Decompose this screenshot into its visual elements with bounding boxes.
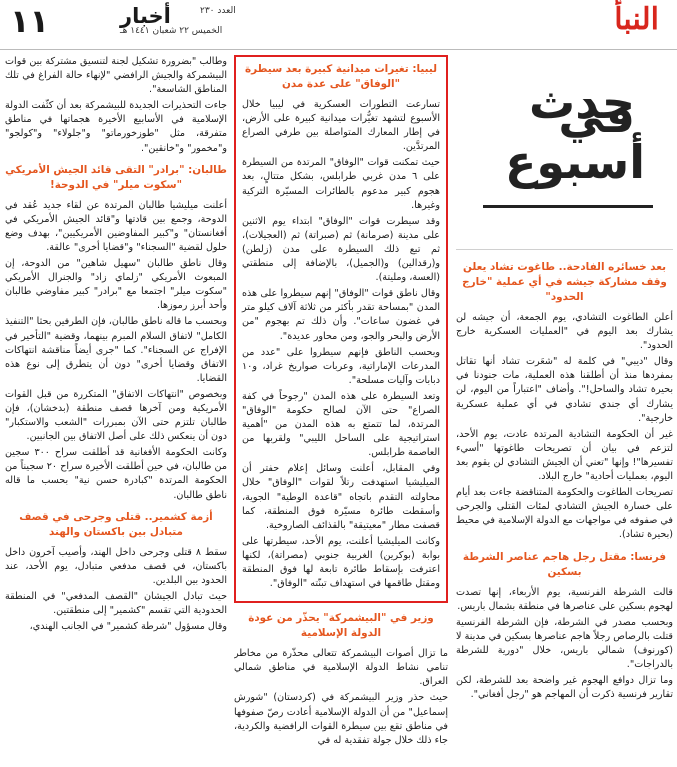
article-paragraph: وقال "ديبي" في كلمة له "شعَرت تشاد أنها تقاتل بمفردها منذ أن أطلقنا هذه العملية، مات جنودنا في بحيرة تشاد والساحل!". وأضاف "اعتباراً من اليوم، لن يشارك أي جندي تشادي في أي عملية عسكرية خارجية". (456, 356, 673, 424)
article-paragraph: وقال ناطق طالبان "سهيل شاهين" من الدوحة، إن المبعوث الأمريكي "زلماي زاد" والجنرال الأمريكي "سكوت ميلر" اجتمعا مع "برادر" كبير مفاوضي طالبان وأحد أبرز رموزها. (5, 258, 227, 312)
article-paragraph: وفي المقابل، أعلنت وسائل إعلام حفتر أن الميليشيا استهدفت رتلاً لقوات "الوفاق" خلال محاولته التقدم باتجاه "قاعدة الوطية" الجوية، وأسقطت طائرة مسيّرة فوق المنطقة، كما قصفت مطار "معيتيقة" بالقذائف الصاروخية. (242, 463, 440, 531)
article-paragraph: وقد سيطرت قوات "الوفاق" ابتداء يوم الاثنين على مدينة (صرمانة) ثم (صبراتة) ثم (العجيلات)، ثم تبع ذلك السيطرة على مدن (زلطن) و(رقدالين) و(الجميل)، بالإضافة إلى منطقتي (العسة، ومليتة). (242, 215, 440, 284)
article-paragraph: حيث تمكنت قوات "الوفاق" المرتدة من السيطرة على ٦ مدن غربي طرابلس، بشكل متتالٍ، بعد هجوم كبير مدعوم بالطائرات المسيّرة التركية وغيرها. (242, 157, 440, 211)
article-paragraph: أعلن الطاغوت التشادي، يوم الجمعة، أن جيشه لن يشارك بعد اليوم في "العمليات العسكرية خارج الحدود". (456, 312, 673, 352)
page-number: ١١ (10, 2, 50, 40)
hero-title-line1: حدث في (529, 75, 635, 144)
section-title: أخبار (120, 4, 171, 28)
article-headline: ليبيا: تغيرات ميدانية كبيرة بعد سيطرة "الوفاق" على عدة مدن (245, 63, 437, 90)
hero-banner (456, 55, 673, 250)
newspaper-logo: النبأ (614, 2, 659, 37)
article-paragraph: وبحسب ما قاله ناطق طالبان، فإن الطرفين بحثا "التنفيذ الكامل" لاتفاق السلام المبرم بينهما، وقضية "التأخير في الإفراج عن السجناء". كما "جرى أيضاً مناقشة انتهاكات الاتفاق وقضايا أخرى" دون أن يتطرق إلى نوع هذه القضايا. (5, 316, 227, 384)
article-paragraph: وكانت الحكومة الأفغانية قد أطلقت سراح ٣٠٠ سجين من طالبان، في حين أطلقت الأخيرة سراح ٢٠ سجيناً من الحكومة المرتدة "كبادرة حسن نية" بحسب ما قاله ناطق طالبان. (5, 447, 227, 501)
article-paragraph: وقال ناطق قوات "الوفاق" إنهم سيطروا على هذه المدن "بمساحة تقدر بأكثر من ثلاثة آلاف كيلو متر في غضون ساعات". وأن ذلك تم بهجوم "من الأرض والبحر والجو، ومن محاور عديدة". (242, 288, 440, 342)
article-headline: وزير في "البيشمركة" يحذّر من عودة الدولة الإسلامية (248, 612, 434, 640)
article-paragraph: وقال مسؤول "شرطة كشمير" في الجانب الهندي، (29, 621, 227, 633)
article-paragraph: أعلنت ميليشيا طالبان المرتدة عن لقاء جديد عُقد في الدوحة، وجمع بين قادتها و"قائد الجيش الأمريكي في أفغانستان" و"كبير المفاوضين الأمريكيين"، بهدف وضع حلول لقضية "السجناء" و"قضايا أخرى" عالقة. (5, 199, 227, 253)
article-paragraph: وبخصوص "انتهاكات الاتفاق" المتكررة من قبل القوات الأمريكية ومن آخرها قصف منطقة (بدخشان)، فإن طالبان تلتزم حتى الآن بمبررات "الشعب والاستكبار" دون أن ينعكس ذلك على أصل الاتفاق بين الجانبين. (5, 388, 227, 443)
article-paragraph: وبحسب الناطق فإنهم سيطروا على "عدد من المدرعات الإماراتية، وعربات صواريخ غراد، و١٠ دبابات وآليات مسلحة". (242, 346, 440, 386)
article-paragraph: غير أن الحكومة التشادية المرتدة عادت، يوم الأحد، لتزعم في بيان أن تصريحات طاغوتها "أسيء تفسيرها"! وإنها "تعني أن الجيش التشادي لن يقوم بعد اليوم، بعمليات أحادية" خارج البلاد. (456, 428, 673, 483)
issue-date: الخميس ٢٢ شعبان ١٤٤١ هـ (120, 26, 223, 36)
article-headline: فرنسا: مقتل رجل هاجم عناصر الشرطة بسكين (462, 550, 667, 578)
article-paragraph: سقط ٨ قتلى وجرحى داخل الهند، وأصيب آخرون داخل باكستان، في قصف مدفعي متبادل، يوم الأحد، عند الحدود بين البلدين. (5, 546, 227, 586)
article-paragraph: تسارعت التطورات العسكرية في ليبيا خلال الأسبوع لتشهد تغيُّرات ميدانية كبيرة على الأرض، في إطار المعارك المتواصلة بين طرفي الصراع المرتدَّين. (242, 99, 440, 153)
article-headline: بعد خسائره الفادحة.. طاغوت تشاد يعلن وقف مشاركة جيشه في أي عملية "خارج الحدود" (462, 261, 667, 303)
article-paragraph: حيث حذر وزير البيشمركة في (كردستان) "شورش إسماعيل" من أن الدولة الإسلامية أعادت رصّ صفوفها في مناطق تقع بين سيطرة القوات الرافضية والكردية، جاء ذلك خلال جولة تفقدية له في (234, 692, 448, 746)
article-paragraph: وكانت الميليشيا أعلنت، يوم الأحد، سيطرتها على بوابة (بوكرين) الغربية جنوبي (مصراتة)، لكنها اعترفت بإسقاط طائرة تابعة لها فوق المنطقة ومقتل طاقمها في استهداف تبنّته "الوفاق". (242, 535, 440, 590)
hero-title-line2: أسبوع (504, 135, 645, 189)
featured-article-box (234, 55, 448, 603)
article-headline: أزمة كشمير.. قتلى وجرحى في قصف متبادل بين باكستان والهند (19, 510, 213, 538)
article-paragraph: وبحسب مصدر في الشرطة، فإن الشرطة الفرنسية قتلت بالرصاص رجلاً هاجم عناصرها بسكين في مدينة لا (كورنوف) شمالي باريس، خلال "دورية للشرطة بالدراجات". (456, 616, 673, 670)
article-headline: طالبان: "برادر" التقى قائد الجيش الأمريكي "سكوت ميلر" في الدوحة! (5, 163, 227, 191)
article-paragraph: وطالب "بضرورة تشكيل لجنة لتنسيق مشتركة بين قوات البيشمركة والجيش الرافضي "لإنهاء حالة الفراغ في تلك المناطق الشاسعة". (5, 56, 227, 96)
right-column (456, 55, 673, 767)
article-paragraph: تصريحات الطاغوت والحكومة المتناقضة جاءت بعد أيام على خسارة الجيش التشادي لمئات القتلى والجرحى في صفوفه في مواجهات مع الدولة الإسلامية في محيط (بحيرة تشاد). (456, 487, 673, 541)
article-paragraph: ما تزال أصوات البيشمركة تتعالى محذّرة من مخاطر تنامي نشاط الدولة الإسلامية في مناطق شمالي العراق. (234, 648, 448, 688)
article-paragraph: وما تزال دوافع الهجوم غير واضحة بعد للشرطة، لكن تقارير فرنسية ذكرت أن المهاجم هو "رجل أفغاني". (456, 675, 673, 701)
issue-number: العدد ٢٣٠ (200, 6, 236, 16)
article-paragraph: وتعد السيطرة على هذه المدن "رجوحاً في كفة الصراع" حتى الآن لصالح حكومة "الوفاق" المرتدة، لما تتمتع به هذه المدن من "أهمية استراتيجية على الساحل الليبي" ولقربها من العاصمة طرابلس. (242, 390, 440, 459)
article-paragraph: جاءت التحذيرات الجديدة للبيشمركة بعد أن كثّفت الدولة الإسلامية في الأسابيع الأخيرة هجماتها في مناطق متفرقة، مثل "طوزخورماتو" و"جلولاء" و"كولجو" و"مخمور" و"خانقين". (5, 100, 227, 154)
article-paragraph: حيث تبادل الجيشان "القصف المدفعي" في المنطقة الحدودية التي تقسم "كشمير" إلى منطقتين. (5, 590, 227, 616)
left-column (5, 55, 227, 767)
page-header (0, 0, 677, 50)
article-paragraph: قالت الشرطة الفرنسية، يوم الأربعاء، إنها تصدت لهجوم بسكين على عناصرها في منطقة بشمال باريس. (456, 586, 673, 612)
hero-underline (483, 205, 653, 208)
middle-column (234, 55, 448, 767)
